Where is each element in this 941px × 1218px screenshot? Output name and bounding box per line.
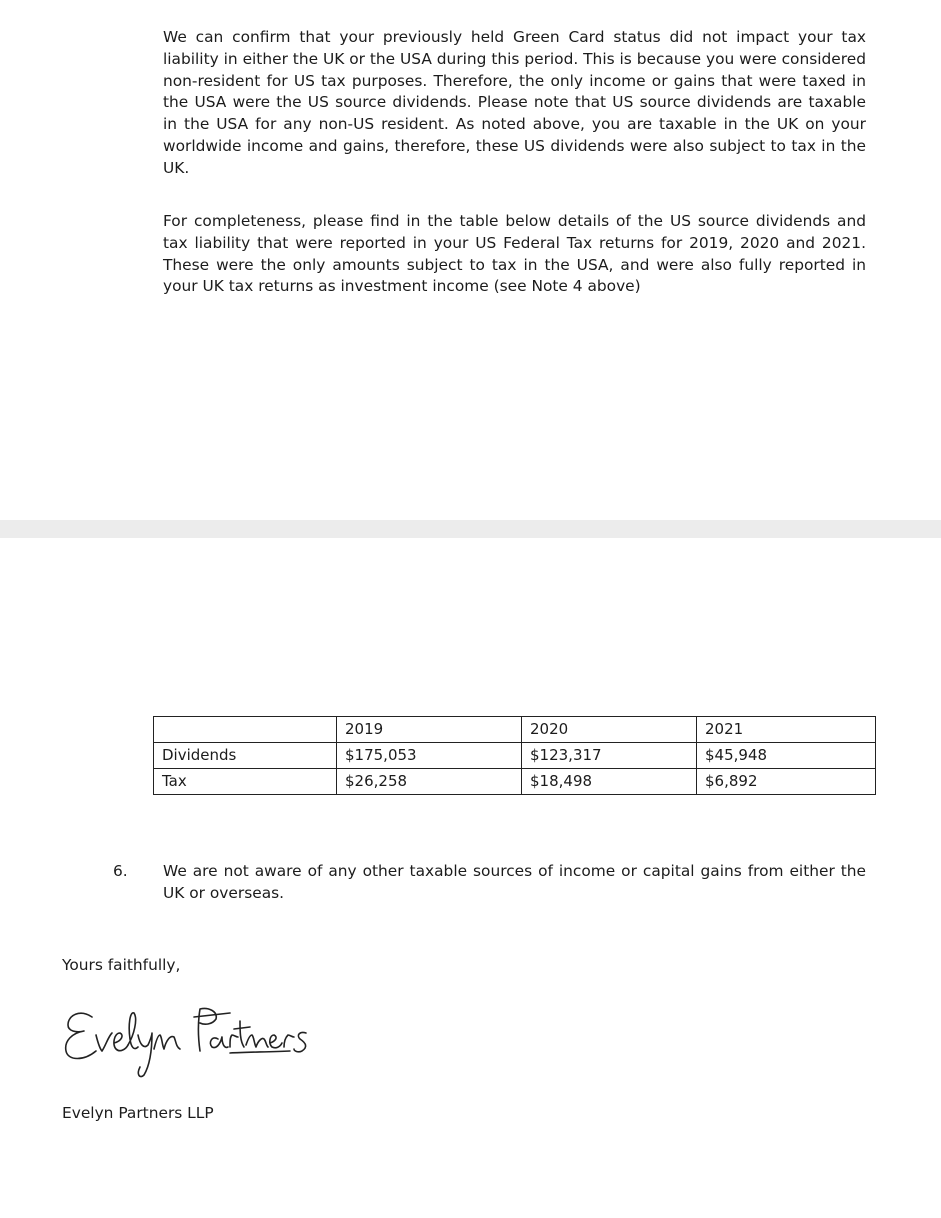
- closing-salutation: Yours faithfully,: [62, 956, 181, 974]
- table-cell: $45,948: [697, 743, 876, 769]
- table-row: [154, 743, 876, 769]
- table-cell: $6,892: [697, 769, 876, 795]
- item-6-paragraph: We are not aware of any other taxable sources of income or capital gains from either the UK or overseas.: [163, 862, 866, 902]
- completeness-paragraph: For completeness, please find in the table below details of the US source dividends and tax liability that were reported in your US Federal Tax returns for 2019, 2020 and 2021. These were the only amounts subject to tax in the USA, and were also fully reported in your UK tax returns as investment income (see Note 4 above): [163, 212, 866, 296]
- item-number: 6.: [113, 862, 128, 880]
- table-header-cell: 2020: [522, 717, 697, 743]
- table-row: [154, 769, 876, 795]
- table-cell: $26,258: [337, 769, 522, 795]
- table-cell: $175,053: [337, 743, 522, 769]
- table-header-cell: 2021: [697, 717, 876, 743]
- green-card-paragraph: We can confirm that your previously held Green Card status did not impact your tax liability in either the UK or the USA during this period. This is because you were considered non-resident for US tax purposes. Therefore, the only income or gains that were taxed in the USA were the US source dividends. Please note that US source dividends are taxable in the USA for any non-US resident. As noted above, you are taxable in the UK on your worldwide income and gains, therefore, these US dividends were also subject to tax in the UK.: [163, 28, 866, 177]
- table-header-cell: [154, 717, 337, 743]
- us-dividends-table: [153, 716, 876, 795]
- table-cell: $18,498: [522, 769, 697, 795]
- signer-name: Evelyn Partners LLP: [62, 1104, 214, 1122]
- table-cell: $123,317: [522, 743, 697, 769]
- handwritten-signature: [58, 995, 328, 1085]
- table-cell: Tax: [154, 769, 337, 795]
- table-cell: Dividends: [154, 743, 337, 769]
- table-header-cell: 2019: [337, 717, 522, 743]
- page-break-gap: [0, 520, 941, 538]
- table-header-row: [154, 717, 876, 743]
